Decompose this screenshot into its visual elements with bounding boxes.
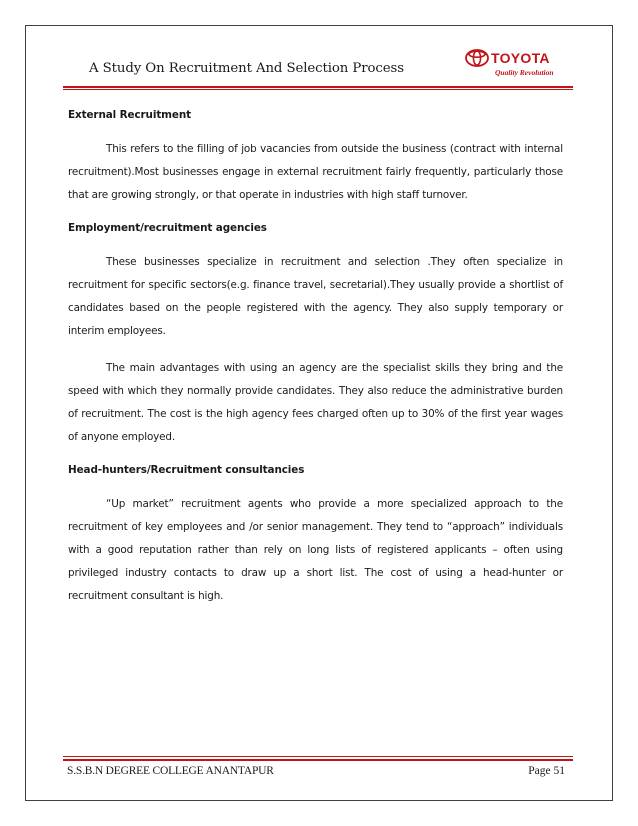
paragraph-head-hunters: “Up market” recruitment agents who provide a more specialized approach to the recruitment of key employees and /or senior management. They tend to “approach” individuals with a good reputation rather than rely on long lists of registered applicants – often using privileged industry contacts to draw up a short list. The cost of using a head-hunter or recruitment consultant is high.: [68, 498, 563, 602]
header-rule-thin: [63, 89, 573, 90]
section-heading-external-recruitment: External Recruitment: [68, 109, 192, 121]
page-number: Page 51: [528, 765, 565, 777]
logo-brand: TOYOTA: [491, 50, 550, 66]
paragraph-agencies-1: These businesses specialize in recruitment and selection .They often specialize in recruitment for specific sectors(e.g. finance travel, secretarial).They usually provide a shortlist of candidates based on the people registered with the agency. They also supply temporary or interim employees.: [68, 256, 563, 337]
document-body: [68, 108, 563, 608]
logo-tagline: Quality Revolution: [495, 68, 554, 77]
paragraph-external-recruitment: This refers to the filling of job vacancies from outside the business (contract with internal recruitment).Most businesses engage in external recruitment fairly frequently, particularly those that are growing strongly, or that operate in industries with high staff turnover.: [68, 143, 563, 201]
section-heading-head-hunters: Head-hunters/Recruitment consultancies: [68, 464, 305, 476]
toyota-emblem-icon: [465, 49, 489, 67]
page-header: [89, 50, 559, 88]
document-title: A Study On Recruitment And Selection Process: [89, 61, 404, 76]
footer-institution: S.S.B.N DEGREE COLLEGE ANANTAPUR: [67, 765, 274, 777]
section-heading-agencies: Employment/recruitment agencies: [68, 222, 267, 234]
header-rule: [63, 86, 573, 88]
footer-rule: [63, 759, 573, 761]
toyota-logo: [461, 48, 565, 82]
paragraph-agencies-2: The main advantages with using an agency are the specialist skills they bring and the speed with which they normally provide candidates. They also reduce the administrative burden of recruitment. The cost is the high agency fees charged often up to 30% of the first year wages of anyone employed.: [68, 362, 563, 443]
footer-rule-thin: [63, 756, 573, 757]
